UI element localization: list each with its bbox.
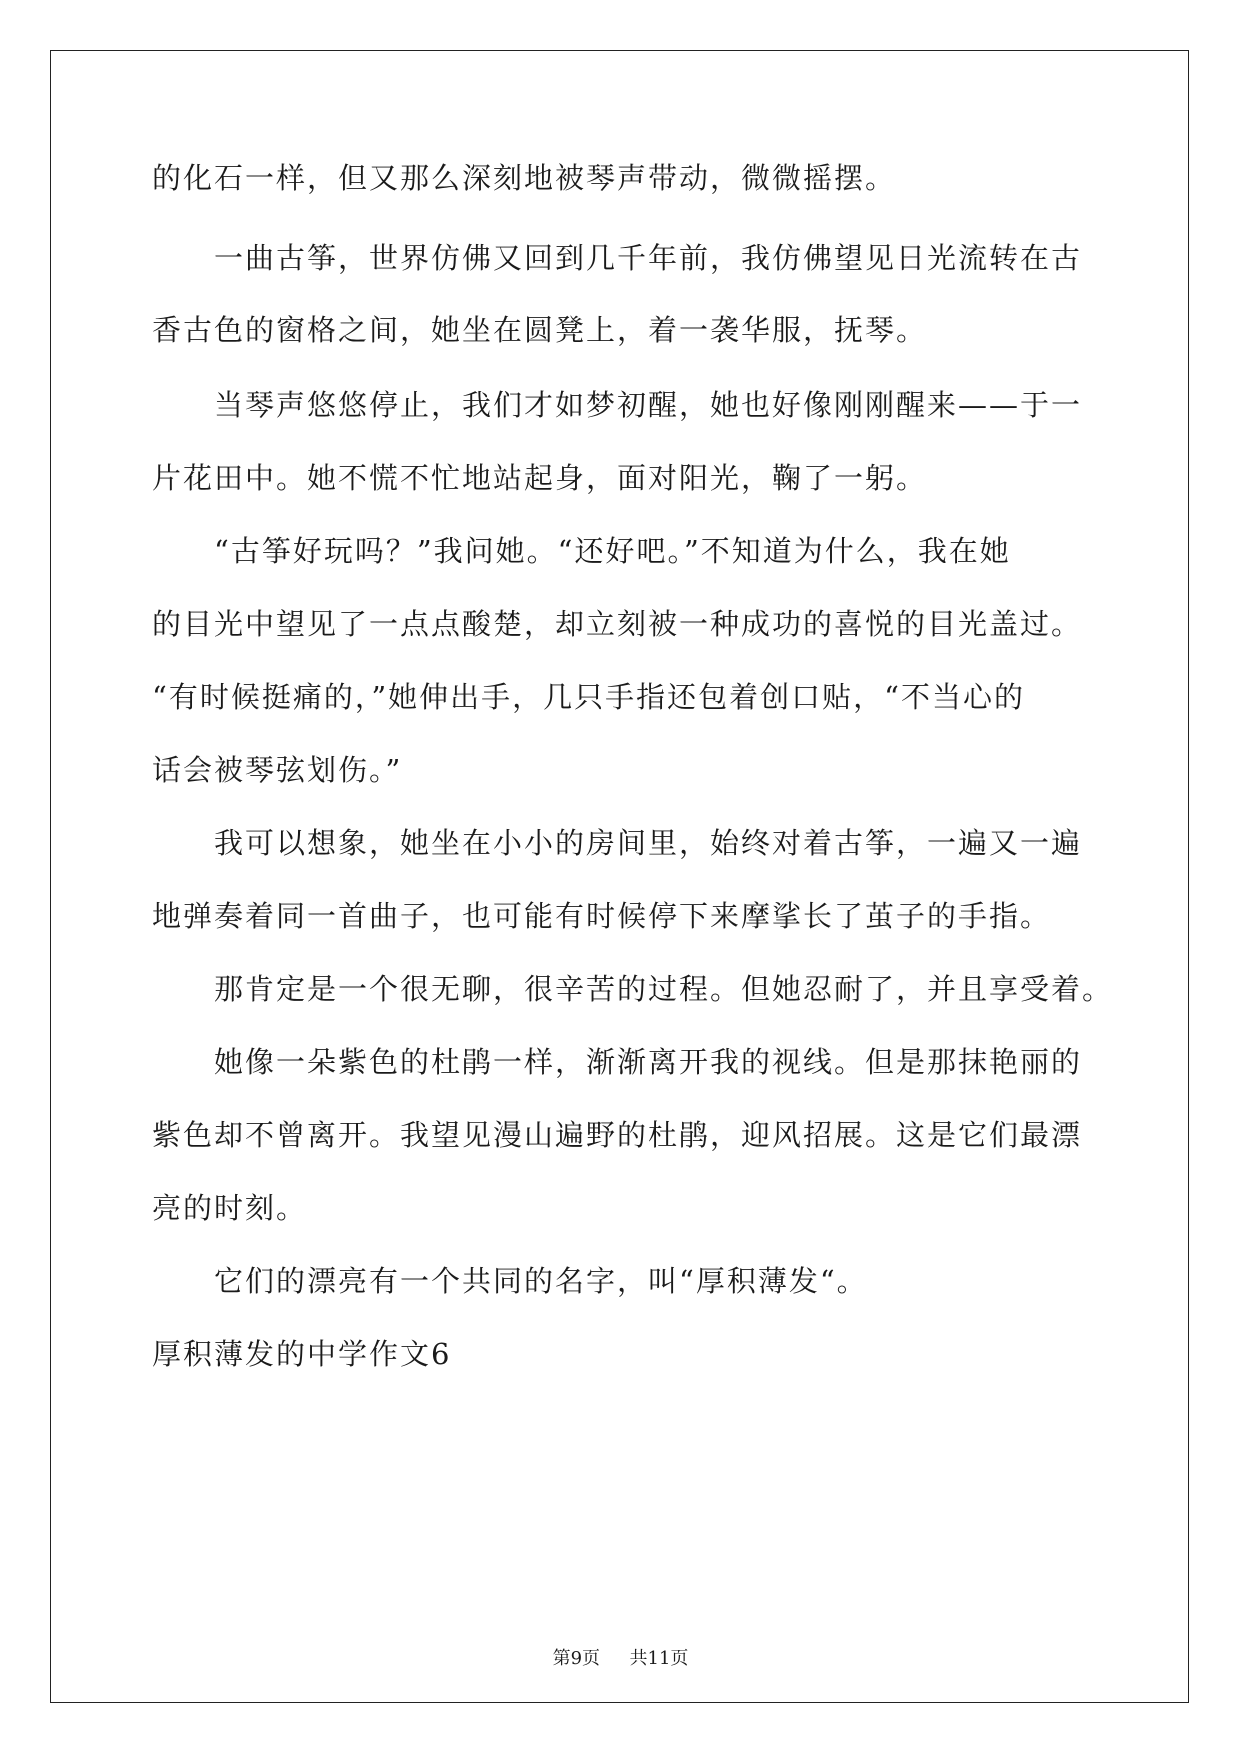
page-total: 共11页 [629, 1648, 689, 1669]
text-line: 地弹奏着同一首曲子，也可能有时候停下来摩挲长了茧子的手指。 [152, 899, 1052, 933]
text-line: “有时候挺痛的，”她伸出手，几只手指还包着创口贴，“不当心的 [152, 680, 1025, 714]
page-border [50, 50, 1189, 1703]
text-line: 那肯定是一个很无聊，很辛苦的过程。但她忍耐了，并且享受着。 [214, 972, 1114, 1006]
text-line: 当琴声悠悠停止，我们才如梦初醒，她也好像刚刚醒来——于一 [214, 388, 1083, 422]
text-line: 一曲古筝，世界仿佛又回到几千年前，我仿佛望见日光流转在古 [214, 241, 1083, 275]
text-line: 的目光中望见了一点点酸楚，却立刻被一种成功的喜悦的目光盖过。 [152, 607, 1083, 641]
text-line: “古筝好玩吗？”我问她。“还好吧。”不知道为什么，我在她 [214, 534, 1011, 568]
text-line: 话会被琴弦划伤。” [152, 753, 403, 787]
text-line: 的化石一样，但又那么深刻地被琴声带动，微微摇摆。 [152, 161, 897, 195]
text-line: 我可以想象，她坐在小小的房间里，始终对着古筝，一遍又一遍 [214, 826, 1083, 860]
text-line: 它们的漂亮有一个共同的名字，叫“厚积薄发“。 [214, 1264, 868, 1298]
text-line: 亮的时刻。 [152, 1191, 308, 1225]
page-footer [0, 1647, 1241, 1671]
text-line: 片花田中。她不慌不忙地站起身，面对阳光，鞠了一躬。 [152, 461, 928, 495]
section-title: 厚积薄发的中学作文6 [152, 1337, 452, 1371]
text-line: 她像一朵紫色的杜鹃一样，渐渐离开我的视线。但是那抹艳丽的 [214, 1045, 1083, 1079]
page-number: 第9页 [552, 1648, 601, 1669]
text-line: 紫色却不曾离开。我望见漫山遍野的杜鹃，迎风招展。这是它们最漂 [152, 1118, 1083, 1152]
text-line: 香古色的窗格之间，她坐在圆凳上，着一袭华服，抚琴。 [152, 313, 928, 347]
